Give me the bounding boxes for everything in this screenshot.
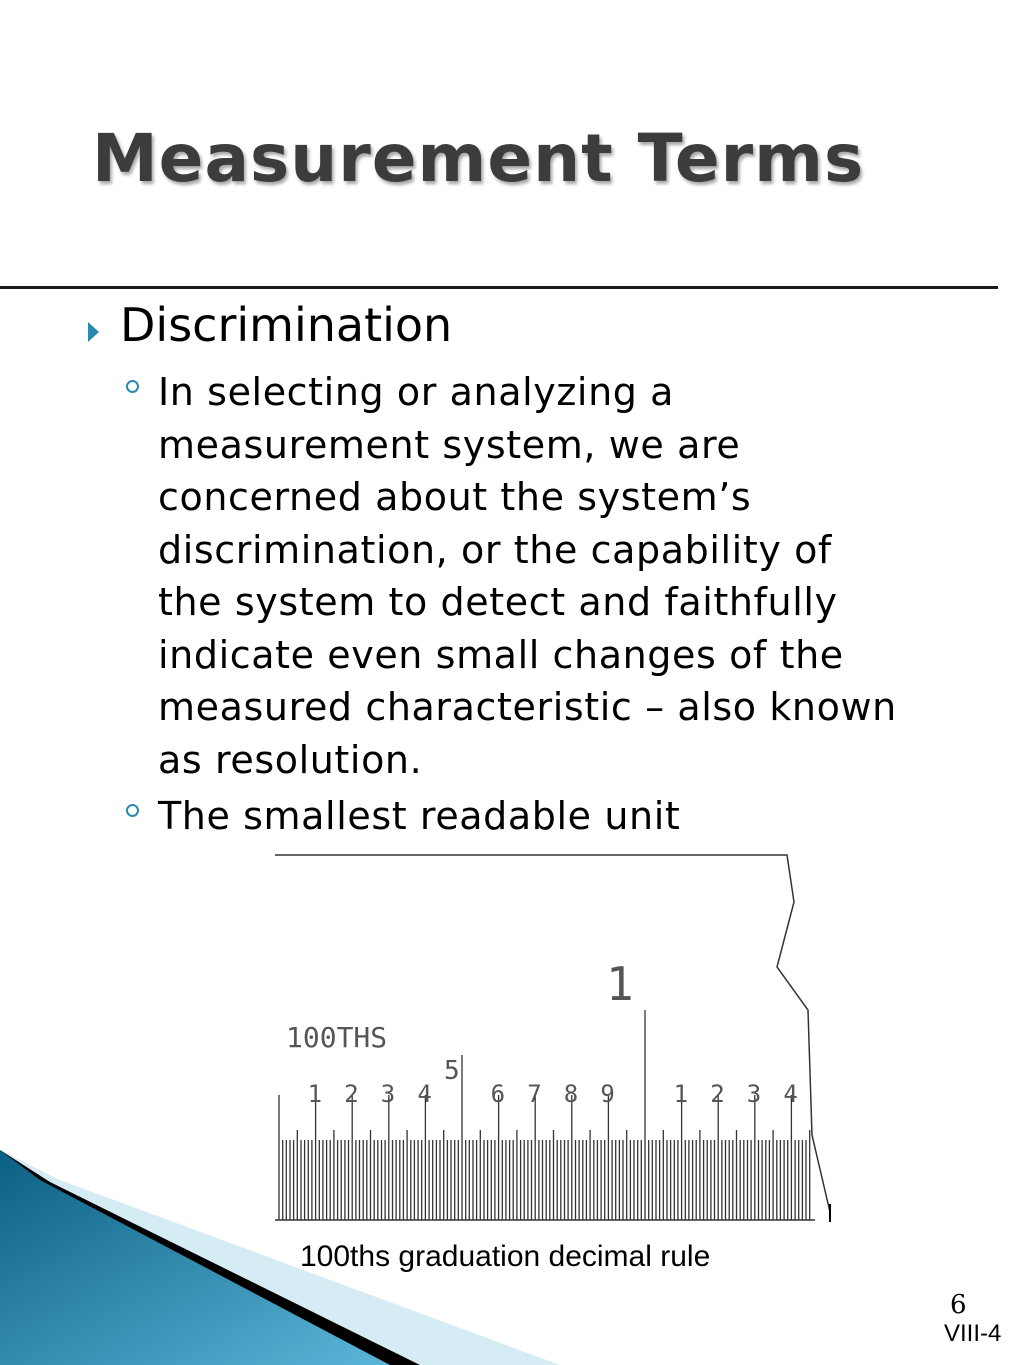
ruler-minor-label: 6: [490, 1080, 506, 1108]
sub-bullet-line: measurement system, we are: [158, 422, 741, 467]
sub-bullet-definition: [126, 366, 986, 786]
sub-bullet-line: discrimination, or the capability of: [158, 527, 832, 572]
circle-bullet-icon: [126, 380, 139, 393]
page-number: 6: [950, 1290, 967, 1320]
ruler-minor-label: 1: [307, 1080, 323, 1108]
title-divider: [0, 286, 998, 289]
bullet-text: Discrimination: [120, 298, 453, 352]
ruler-minor-label: 7: [527, 1080, 542, 1108]
circle-bullet-icon: [126, 804, 139, 817]
corner-decoration: [0, 1150, 640, 1365]
ruler-minor-label: 9: [600, 1080, 615, 1108]
ruler-minor-label: 3: [746, 1080, 762, 1108]
ruler-minor-label: 4: [417, 1080, 432, 1108]
ruler-minor-label: 1: [673, 1080, 689, 1108]
ruler-minor-label: 3: [380, 1080, 396, 1108]
sub-bullet-smallest-unit: [126, 790, 986, 843]
ruler-minor-label: 2: [344, 1080, 359, 1108]
ruler-minor-label: 2: [710, 1080, 725, 1108]
ruler-minor-labels: [308, 1080, 798, 1108]
figure-caption: 100ths graduation decimal rule: [300, 1240, 711, 1273]
sub-bullet-line: concerned about the system’s: [158, 475, 752, 519]
ruler-major-label: 1: [606, 957, 634, 1011]
sub-bullet-line: In selecting or analyzing a: [158, 370, 675, 414]
triangle-right-icon: [88, 322, 99, 342]
sub-bullet-line: as resolution.: [158, 737, 423, 782]
sub-bullet-line: the system to detect and faithfully: [158, 580, 838, 624]
sub-bullet-line: The smallest readable unit: [158, 794, 681, 838]
slide-code: VIII-4: [944, 1320, 1002, 1347]
sub-bullet-line: measured characteristic – also known: [158, 685, 897, 729]
ruler-units-label: 100THS: [286, 1021, 388, 1054]
slide-title: Measurement Terms: [92, 120, 865, 197]
ruler-minor-label: 8: [563, 1080, 579, 1108]
sub-bullet-line: indicate even small changes of the: [158, 632, 844, 677]
ruler-minor-label: 4: [783, 1080, 798, 1108]
ruler-half-label: 5: [444, 1056, 460, 1086]
